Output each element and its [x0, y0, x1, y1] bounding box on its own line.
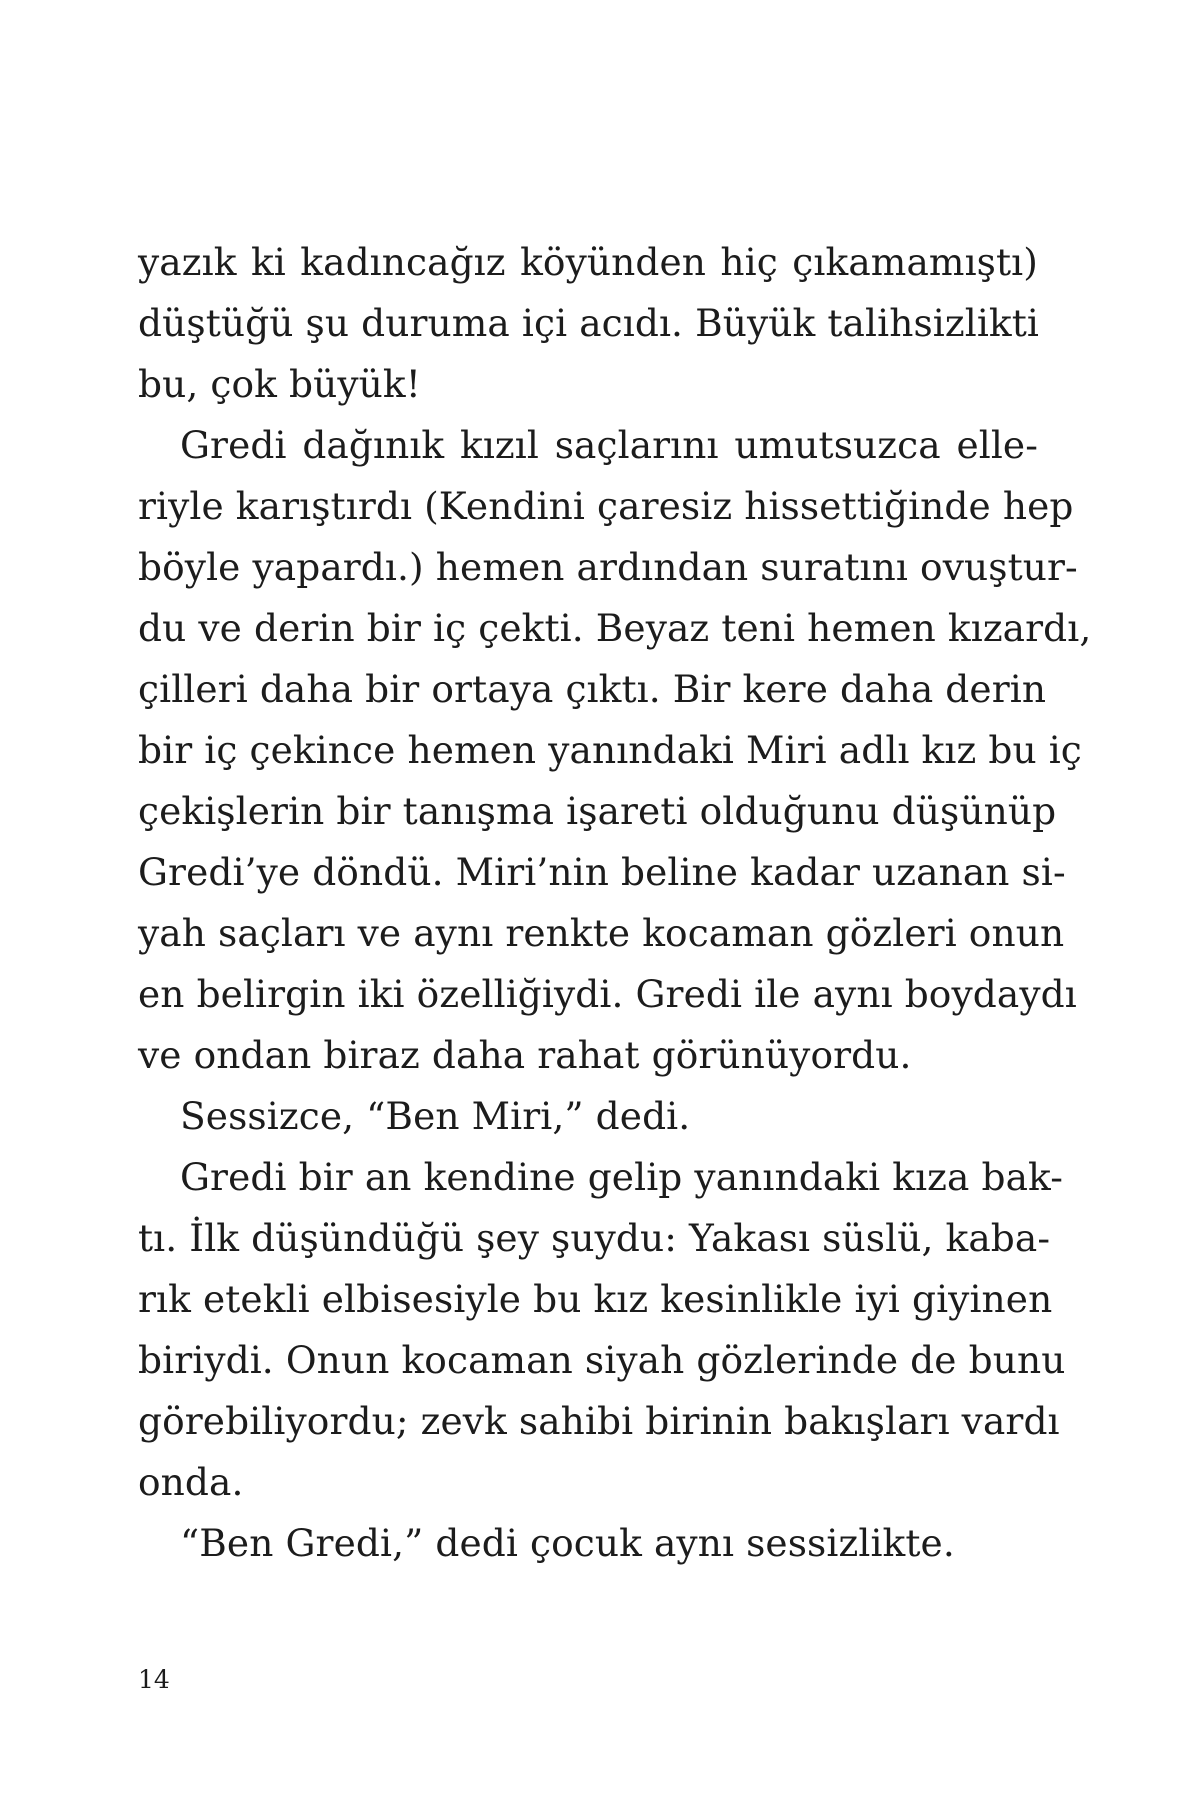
body-text: [138, 232, 1092, 1574]
text-line-11: Gredi’ye döndü. Miri’nin beline kadar uzanan si-: [138, 850, 1066, 894]
text-line-4: Gredi dağınık kızıl saçlarını umutsuzca elle-: [180, 423, 1038, 467]
text-line-6: böyle yapardı.) hemen ardından suratını ovuştur-: [138, 545, 1078, 589]
text-line-1: yazık ki kadıncağız köyünden hiç çıkamamıştı): [138, 240, 1038, 284]
text-line-7: du ve derin bir iç çekti. Beyaz teni hemen kızardı,: [138, 606, 1092, 650]
text-line-22: “Ben Gredi,” dedi çocuk aynı sessizlikte.: [180, 1521, 955, 1565]
text-line-19: biriydi. Onun kocaman siyah gözlerinde de bunu: [138, 1338, 1066, 1382]
text-line-8: çilleri daha bir ortaya çıktı. Bir kere daha derin: [138, 667, 1047, 711]
text-line-10: çekişlerin bir tanışma işareti olduğunu düşünüp: [138, 789, 1057, 833]
text-line-18: rık etekli elbisesiyle bu kız kesinlikle iyi giyinen: [138, 1277, 1053, 1321]
text-line-5: riyle karıştırdı (Kendini çaresiz hissettiğinde hep: [138, 484, 1074, 528]
text-line-13: en belirgin iki özelliğiydi. Gredi ile aynı boydaydı: [138, 972, 1077, 1016]
text-line-14: ve ondan biraz daha rahat görünüyordu.: [138, 1033, 912, 1077]
text-line-3: bu, çok büyük!: [138, 362, 421, 406]
text-line-2: düştüğü şu duruma içi acıdı. Büyük talihsizlikti: [138, 301, 1040, 345]
text-line-9: bir iç çekince hemen yanındaki Miri adlı kız bu iç: [138, 728, 1082, 772]
text-line-21: onda.: [138, 1460, 244, 1504]
text-line-17: tı. İlk düşündüğü şey şuydu: Yakası süslü, kaba-: [138, 1216, 1051, 1260]
text-line-15: Sessizce, “Ben Miri,” dedi.: [180, 1094, 691, 1138]
page-number: 14: [138, 1665, 170, 1694]
text-line-20: görebiliyordu; zevk sahibi birinin bakışları vardı: [138, 1399, 1060, 1443]
text-line-16: Gredi bir an kendine gelip yanındaki kıza bak-: [180, 1155, 1063, 1199]
text-line-12: yah saçları ve aynı renkte kocaman gözleri onun: [138, 911, 1065, 955]
